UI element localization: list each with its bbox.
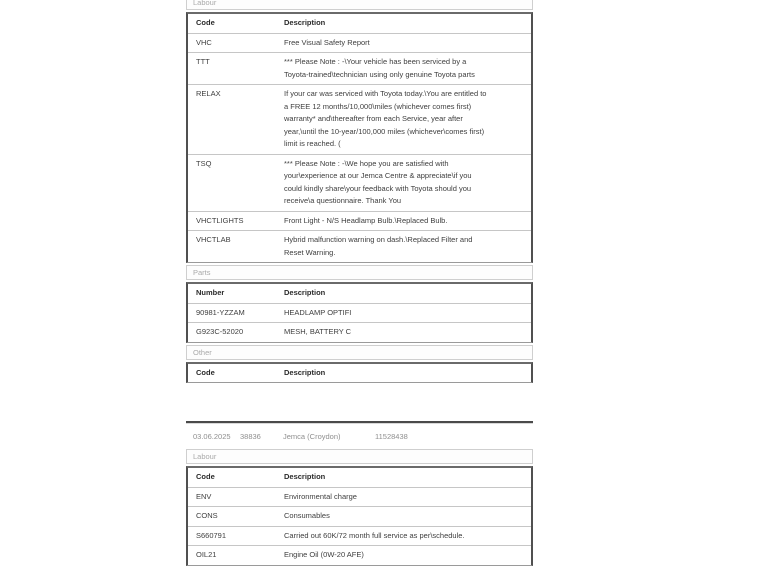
code-cell: OIL21	[196, 550, 217, 559]
data-table	[186, 12, 533, 263]
table-header-row	[188, 14, 531, 34]
column-header-description: Description	[284, 367, 326, 377]
table-row	[188, 304, 531, 324]
section-label-other: Other	[186, 345, 533, 360]
section-label-labour: Labour	[186, 0, 533, 10]
record-meta-row	[186, 429, 533, 445]
description-cell: HEADLAMP OPTIFI	[284, 307, 352, 317]
code-cell: S660791	[196, 530, 227, 540]
table-row	[188, 53, 531, 85]
column-header-description: Description	[284, 288, 326, 297]
table-row	[188, 507, 531, 527]
description-cell: Front Light - N/S Headlamp Bulb.\Replaced Bulb.	[284, 215, 448, 225]
record-location: Jemca (Croydon)	[283, 432, 341, 441]
table-row	[188, 323, 531, 342]
record-mileage: 38836	[240, 432, 261, 441]
code-cell: VHCTLAB	[196, 235, 231, 244]
column-header-code: Code	[196, 472, 215, 481]
table-row	[188, 527, 531, 547]
record-date: 03.06.2025	[193, 432, 231, 441]
code-cell: CONS	[196, 511, 218, 520]
code-cell: VHCTLIGHTS	[196, 215, 244, 225]
table-row	[188, 212, 531, 232]
code-cell: TTT	[196, 57, 210, 66]
column-header-code: Number	[196, 288, 225, 297]
section-label-parts: Parts	[186, 265, 533, 280]
section-label-labour: Labour	[186, 449, 533, 464]
code-cell: ENV	[196, 491, 212, 501]
description-cell: MESH, BATTERY C	[284, 327, 352, 336]
code-cell: RELAX	[196, 89, 221, 98]
column-header-description: Description	[284, 472, 326, 481]
code-cell: 90981-YZZAM	[196, 307, 245, 317]
description-cell: Carried out 60K/72 month full service as per\schedule.	[284, 530, 465, 540]
table-header-row	[188, 364, 531, 383]
code-cell: TSQ	[196, 158, 212, 168]
table-row	[188, 488, 531, 508]
description-cell: Hybrid malfunction warning on dash.\Replaced Filter and Reset Warning.	[284, 235, 473, 257]
data-table	[186, 466, 533, 566]
column-header-description: Description	[284, 18, 326, 27]
record-invoice-number: 11528438	[375, 432, 408, 441]
description-cell: *** Please Note : -\Your vehicle has been serviced by a Toyota-trained\technician using only genuine Toyota parts	[284, 57, 475, 79]
service-record-block-2	[186, 429, 533, 566]
table-header-row	[188, 468, 531, 488]
description-cell: Consumables	[284, 511, 330, 520]
table-row	[188, 155, 531, 212]
code-cell: G923C-52020	[196, 327, 244, 336]
table-header-row	[188, 284, 531, 304]
column-header-code: Code	[196, 367, 215, 377]
description-cell: Environmental charge	[284, 491, 357, 501]
code-cell: VHC	[196, 37, 212, 47]
data-table	[186, 282, 533, 343]
column-header-code: Code	[196, 18, 215, 27]
table-row	[188, 85, 531, 155]
record-separator	[186, 421, 533, 424]
data-table	[186, 362, 533, 384]
description-cell: Free Visual Safety Report	[284, 37, 370, 47]
description-cell: *** Please Note : -\We hope you are satisfied with your\experience at our Jemca Centre & appreciate\if you could kindly share\your feedback with Toyota should you receive\a questionnaire. Thank You	[284, 158, 472, 205]
description-cell: Engine Oil (0W-20 AFE)	[284, 550, 364, 559]
table-row	[188, 34, 531, 54]
table-row	[188, 546, 531, 565]
service-record-block-1	[186, 0, 533, 383]
description-cell: If your car was serviced with Toyota today.\You are entitled to a FREE 12 months/10,000\miles (whichever comes first) warranty* and\thereafter from each Service, year after year,\until the 10-year/100,000 miles (whichever\comes first) limit is reached. (	[284, 89, 487, 148]
table-row	[188, 231, 531, 262]
